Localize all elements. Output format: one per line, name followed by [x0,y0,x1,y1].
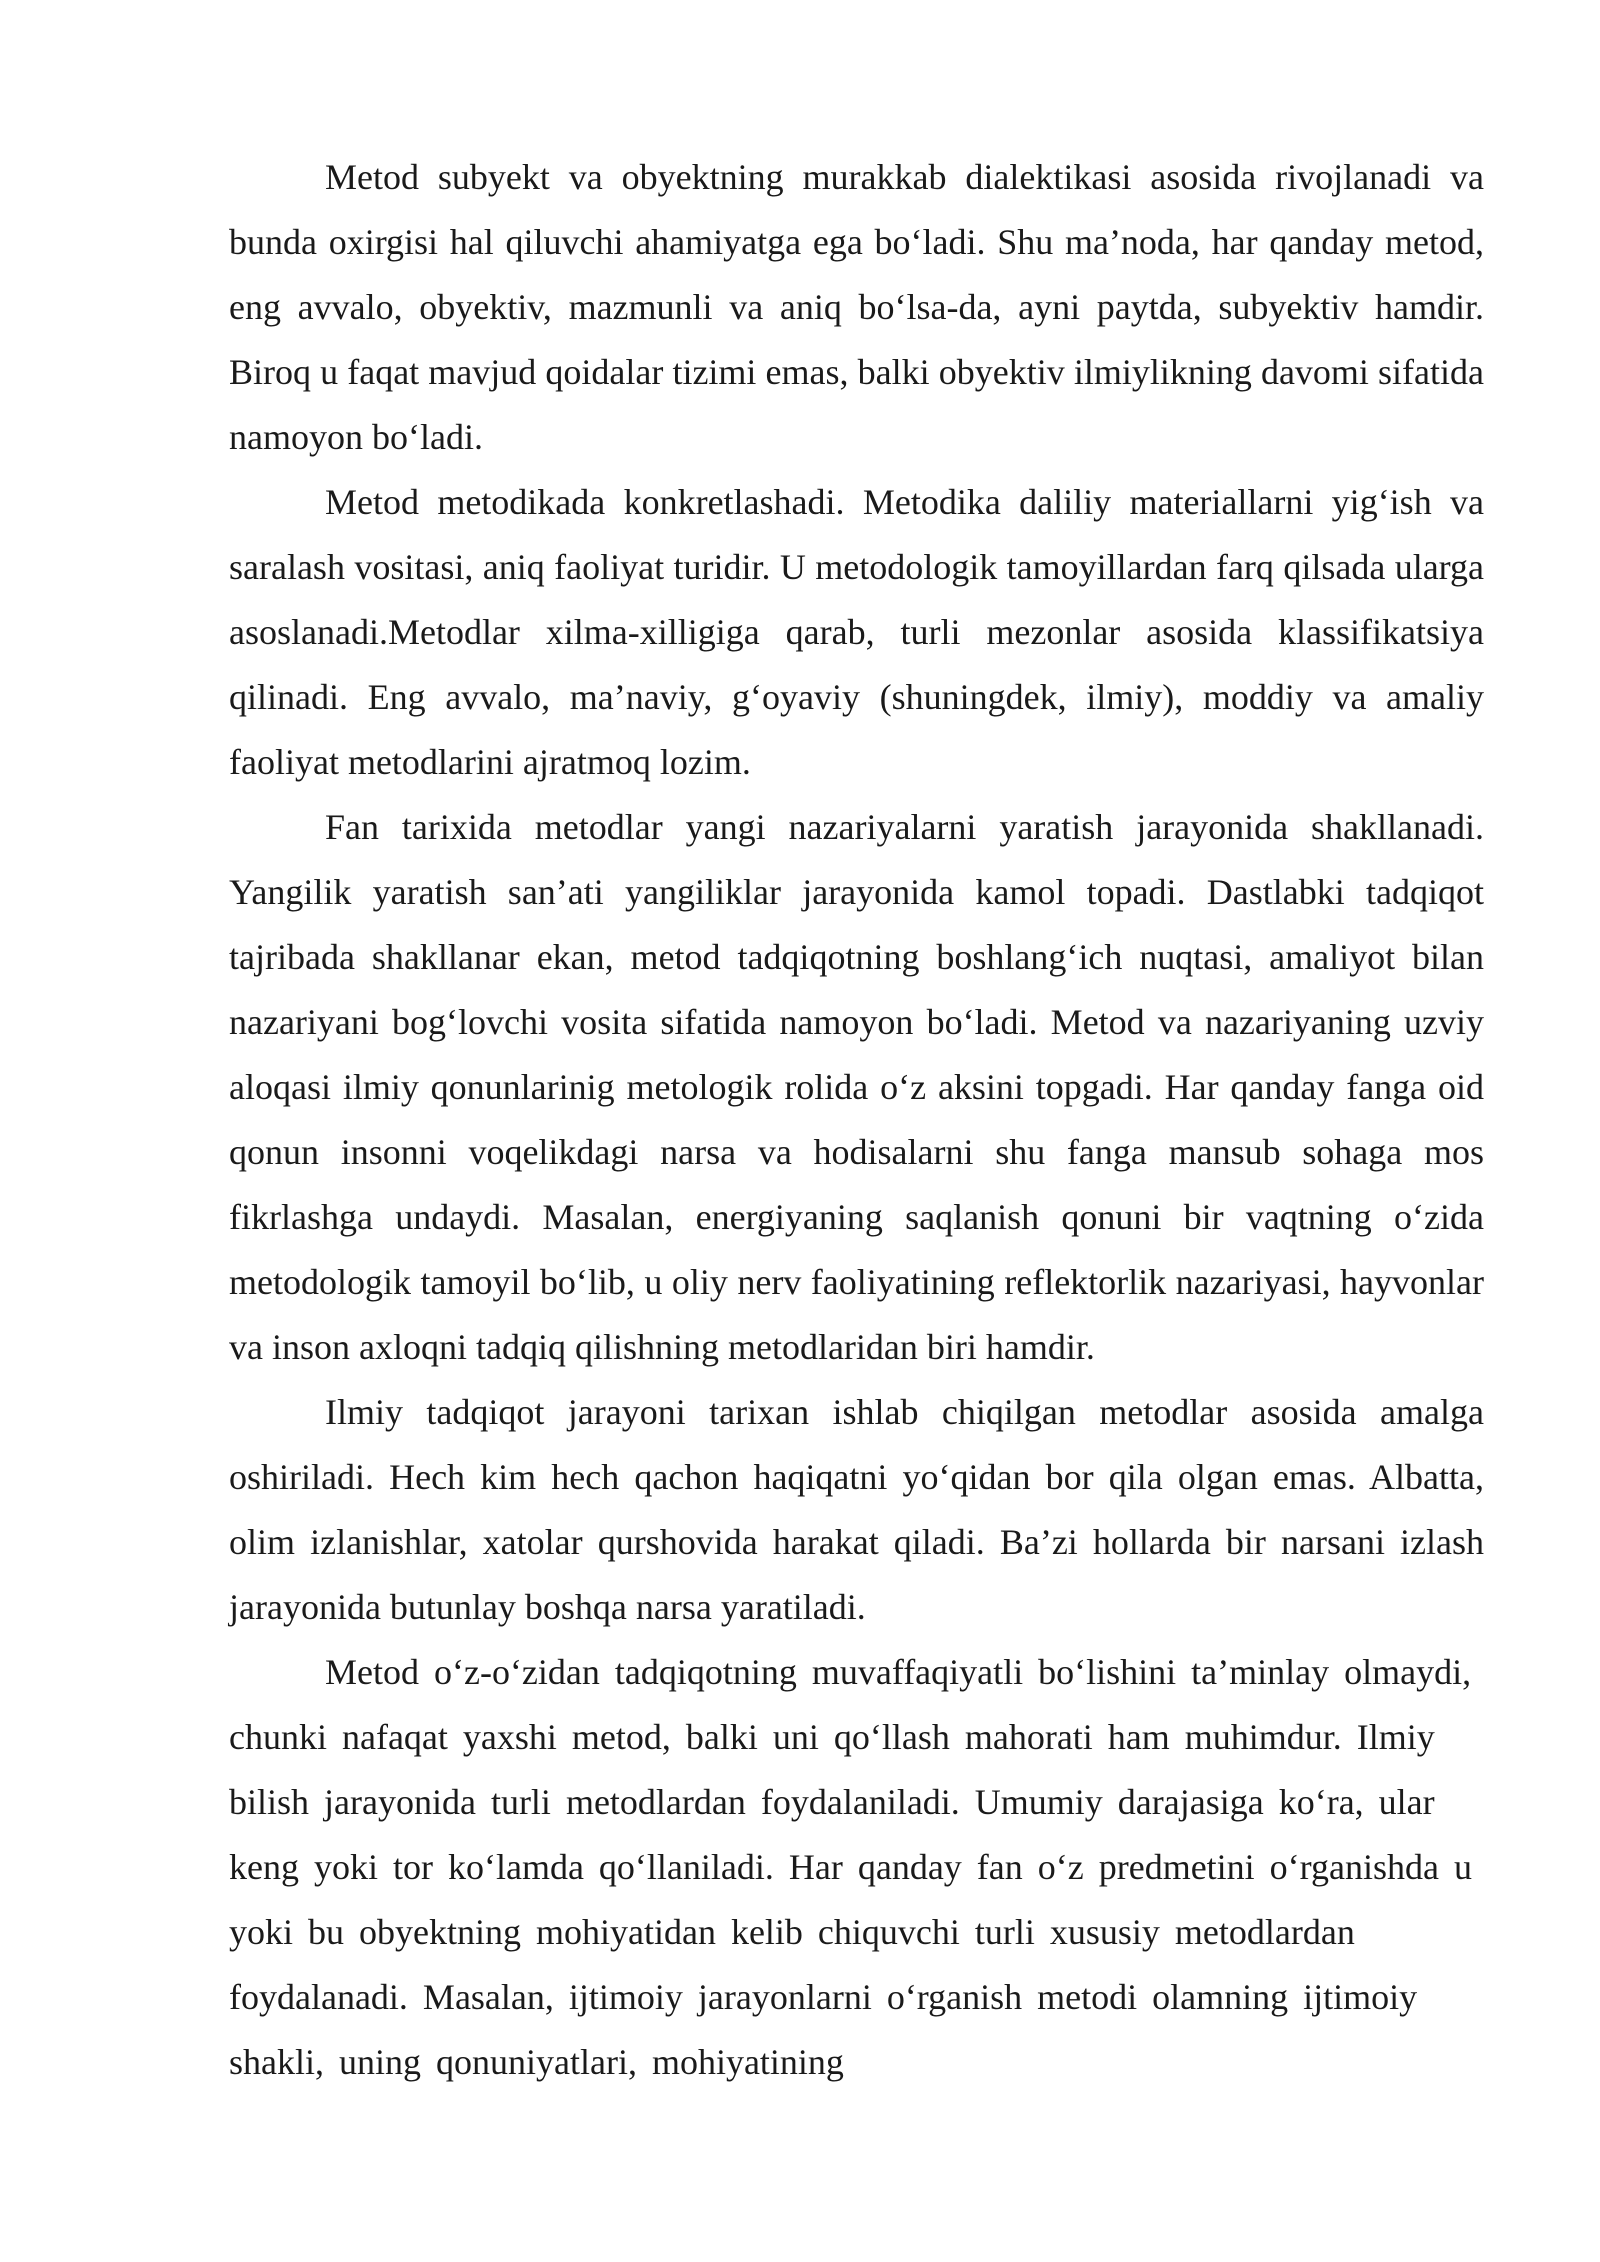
document-body [229,145,1484,2095]
paragraph-2: Metod metodikada konkretlashadi. Metodika daliliy materiallarni yig‘ish va saralash vositasi, aniq faoliyat turidir. U metodologik tamoyillardan farq qilsada ularga asoslanadi.Metodlar xilma-xilligiga qarab, turli mezonlar asosida klassifikatsiya qilinadi. Eng avvalo, ma’naviy, g‘oyaviy (shuningdek, ilmiy), moddiy va amaliy faoliyat metodlarini ajratmoq lozim. [229,482,1484,782]
paragraph-4: Ilmiy tadqiqot jarayoni tarixan ishlab chiqilgan metodlar asosida amalga oshiriladi. Hech kim hech qachon haqiqatni yo‘qidan bor qila olgan emas. Albatta, olim izlanishlar, xatolar qurshovida harakat qiladi. Ba’zi hollarda bir narsani izlash jarayonida butunlay boshqa narsa yaratiladi. [229,1392,1484,1627]
paragraph-5: Metod o‘z-o‘zidan tadqiqotning muvaffaqiyatli bo‘lishini ta’minlay olmaydi, chunki nafaqat yaxshi metod, balki uni qo‘llash mahorati ham muhimdur. Ilmiy bilish jarayonida turli metodlardan foydalaniladi. Umumiy darajasiga ko‘ra, ular keng yoki tor ko‘lamda qo‘llaniladi. Har qanday fan o‘z predmetini o‘rganishda u yoki bu obyektning mohiyatidan kelib chiquvchi turli xususiy metodlardan foydalanadi. Masalan, ijtimoiy jarayonlarni o‘rganish metodi olamning ijtimoiy shakli, uning qonuniyatlari, mohiyatining [229,1652,1472,2082]
paragraph-1: Metod subyekt va obyektning murakkab dialektikasi asosida rivojlanadi va bunda oxirgisi hal qiluvchi ahamiyatga ega bo‘ladi. Shu ma’noda, har qanday metod, eng avvalo, obyektiv, mazmunli va aniq bo‘lsa-da, ayni paytda, subyektiv hamdir. Biroq u faqat mavjud qoidalar tizimi emas, balki obyektiv ilmiylikning davomi sifatida namoyon bo‘ladi. [229,157,1484,457]
paragraph-3: Fan tarixida metodlar yangi nazariyalarni yaratish jarayonida shakllanadi. Yangilik yaratish san’ati yangiliklar jarayonida kamol topadi. Dastlabki tadqiqot tajribada shakllanar ekan, metod tadqiqotning boshlang‘ich nuqtasi, amaliyot bilan nazariyani bog‘lovchi vosita sifatida namoyon bo‘ladi. Metod va nazariyaning uzviy aloqasi ilmiy qonunlarinig metologik rolida o‘z aksini topgadi. Har qanday fanga oid qonun insonni voqelikdagi narsa va hodisalarni shu fanga mansub sohaga mos fikrlashga undaydi. Masalan, energiyaning saqlanish qonuni bir vaqtning o‘zida metodologik tamoyil bo‘lib, u oliy nerv faoliyatining reflektorlik nazariyasi, hayvonlar va inson axloqni tadqiq qilishning metodlaridan biri hamdir. [229,807,1484,1367]
